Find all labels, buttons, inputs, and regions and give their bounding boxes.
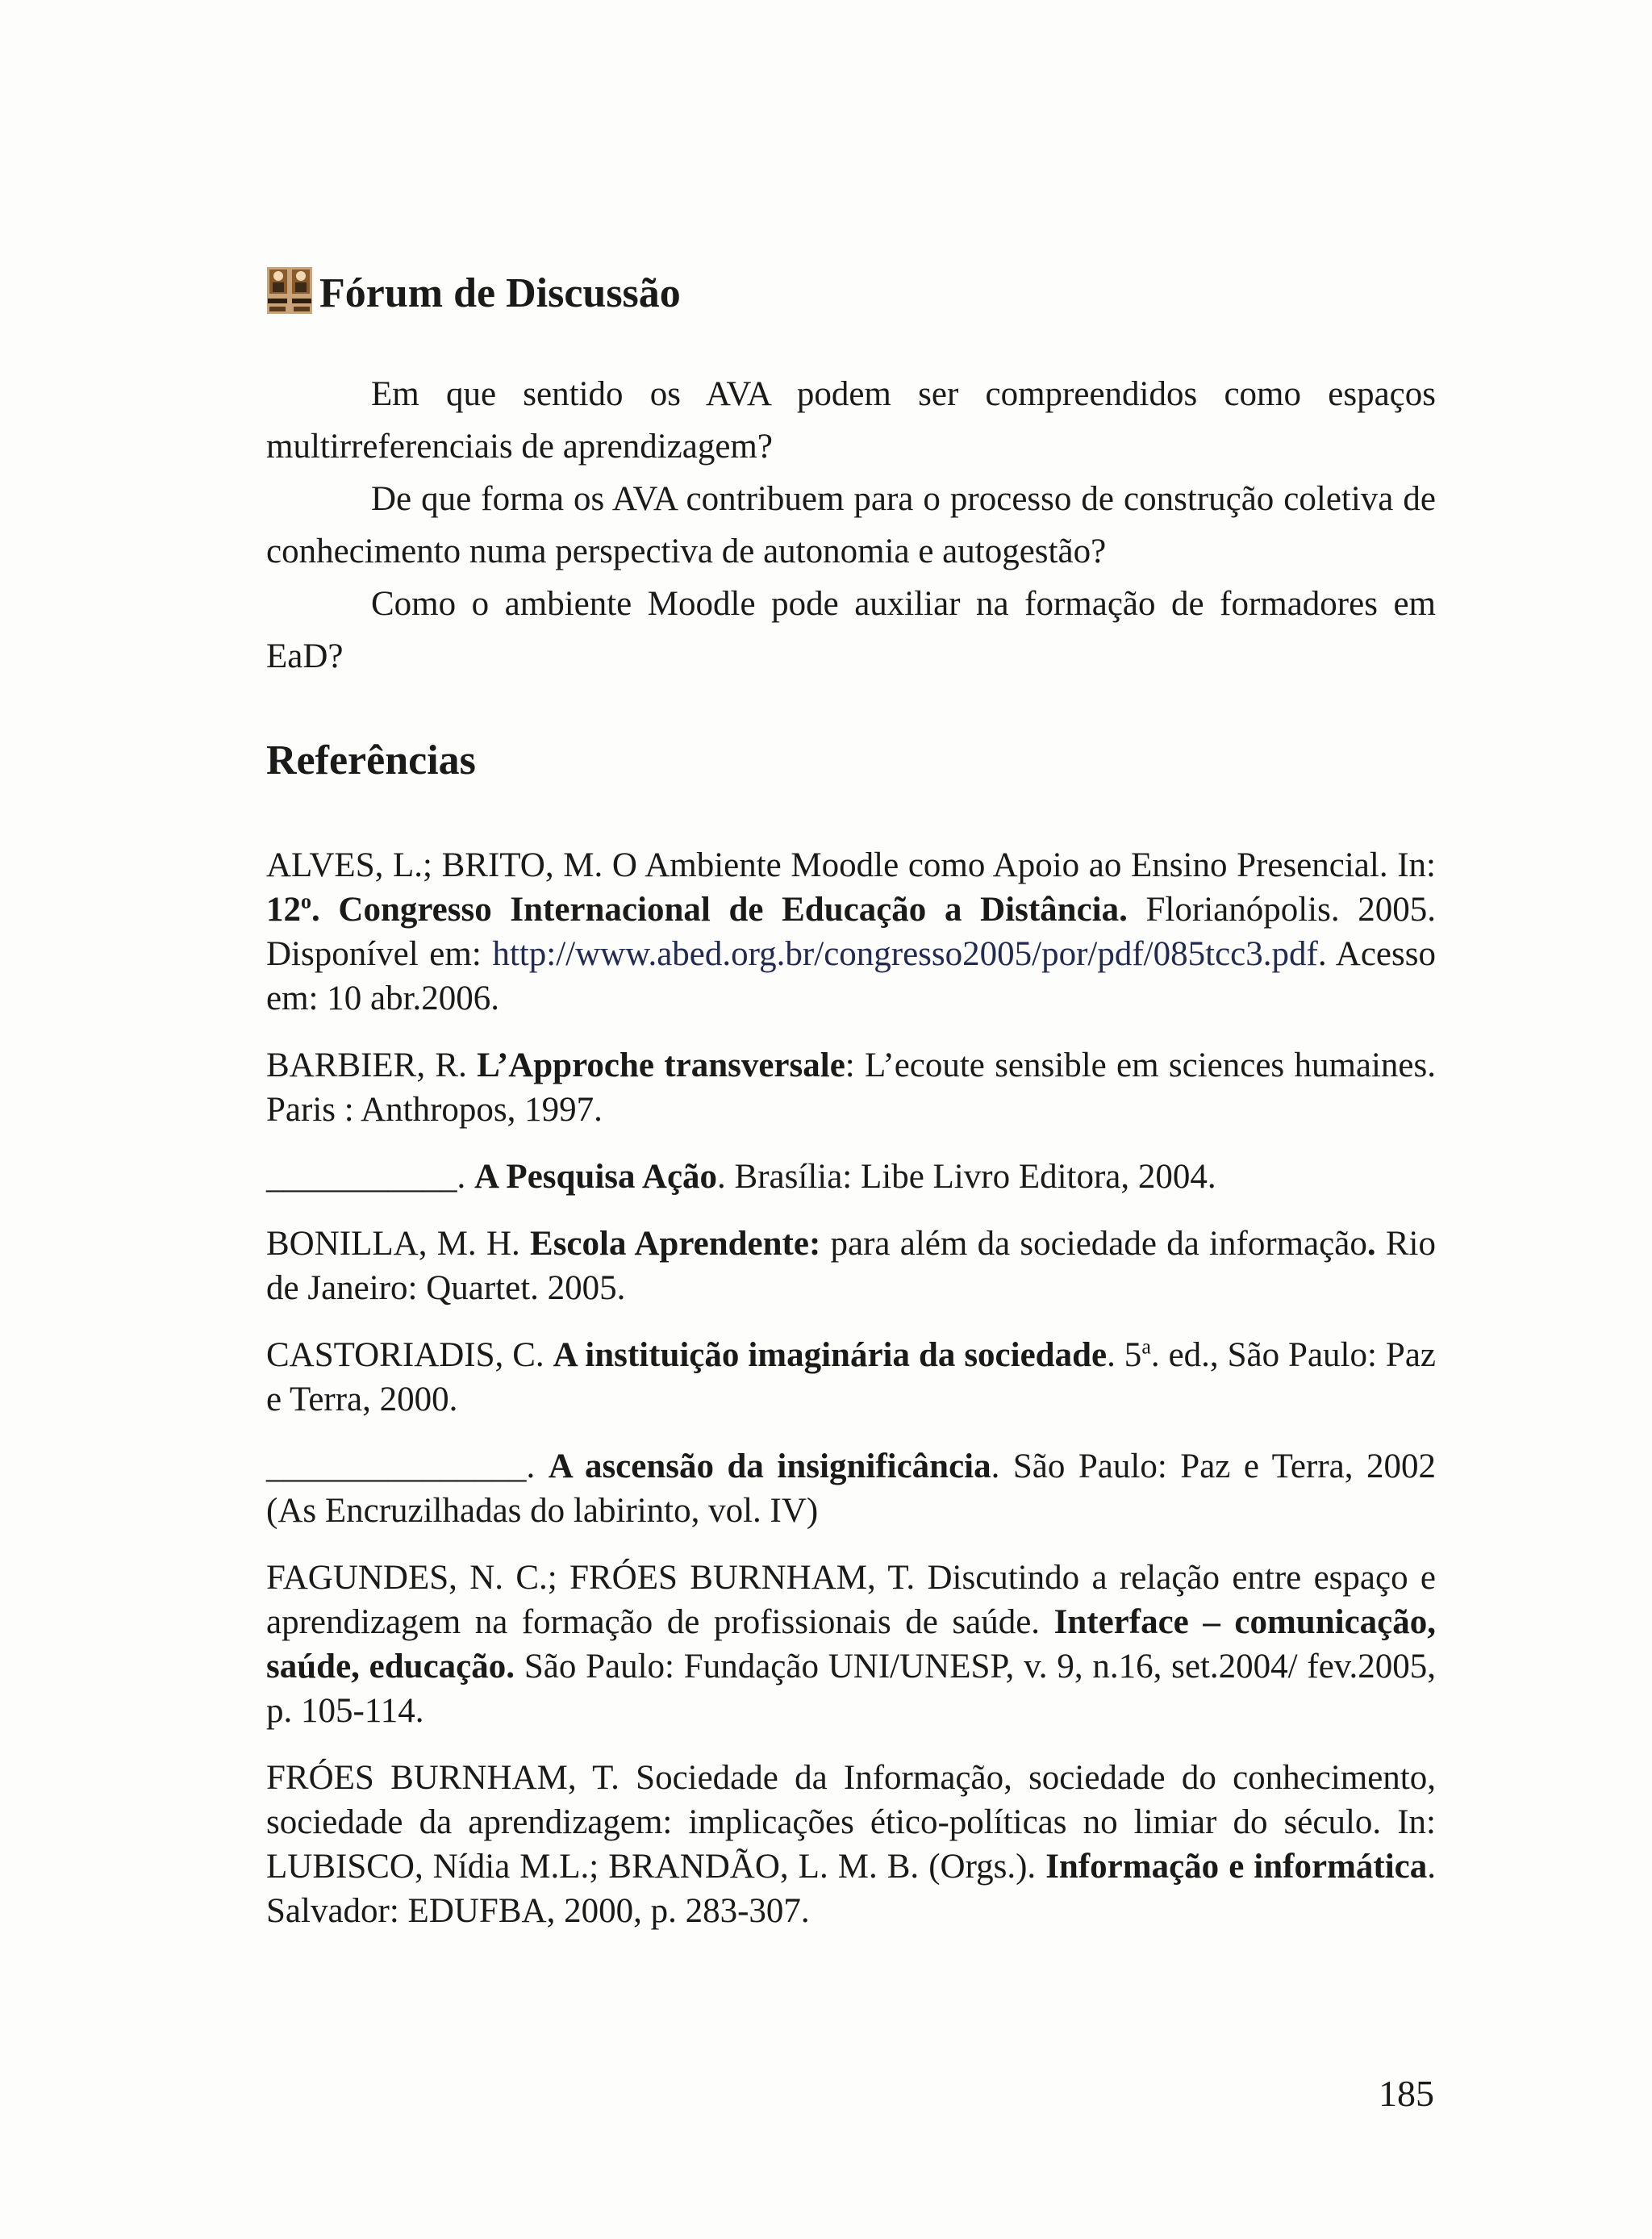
references-heading: Referências — [266, 737, 476, 783]
page-number: 185 — [1379, 2073, 1434, 2114]
reference-item: FRÓES BURNHAM, T. Sociedade da Informação, sociedade do conhecimento, sociedade da aprendizagem: implicações ético-políticas no limiar do século. In: LUBISCO, Nídia M.L.; BRANDÃO, L. M. B. (Orgs.). Informação e informática. Salvador: EDUFBA, 2000, p. 283-307. — [266, 1759, 1436, 1930]
page-content — [266, 266, 1436, 1956]
forum-question-3: Como o ambiente Moodle pode auxiliar na formação de formadores em EaD? — [266, 585, 1436, 675]
reference-item: FAGUNDES, N. C.; FRÓES BURNHAM, T. Discutindo a relação entre espaço e aprendizagem na formação de profissionais de saúde. Interface – comunicação, saúde, educação. São Paulo: Fundação UNI/UNESP, v. 9, n.16, set.2004/ fev.2005, p. 105-114. — [266, 1559, 1437, 1730]
forum-question-1: Em que sentido os AVA podem ser compreendidos como espaços multirreferenciais de aprendizagem? — [266, 375, 1436, 466]
reference-bold: 12$^o$. Congresso Internacional de Educação a Distância. — [266, 889, 1128, 929]
reference-item: ___________. A Pesquisa Ação. Brasília: Libe Livro Editora, 2004. — [266, 1158, 1216, 1196]
reference-item: BONILLA, M. H. Escola Aprendente: para além da sociedade da informação. Rio de Janeiro: Quartet. 2005. — [266, 1225, 1436, 1307]
forum-question-2: De que forma os AVA contribuem para o processo de construção coletiva de conhecimento numa perspectiva de autonomia e autogestão? — [266, 480, 1436, 570]
reference-bold: A ascensão da insignificância — [548, 1447, 991, 1485]
reference-bold: L’Approche transversale — [477, 1046, 845, 1084]
reference-bold: Escola Aprendente: — [530, 1225, 821, 1263]
reference-item — [266, 843, 1436, 1021]
forum-heading — [266, 266, 1436, 320]
reference-item: BARBIER, R. L’Approche transversale: L’ecoute sensible em sciences humaines. Paris : Anthropos, 1997. — [266, 1046, 1436, 1129]
forum-questions — [266, 368, 1436, 683]
reference-bold: A Pesquisa Ação — [474, 1158, 718, 1196]
forum-discussion-icon — [266, 266, 313, 315]
reference-text: . Acesso em: 10 abr.2006. — [266, 935, 1436, 1017]
reference-text: Florianópolis. 2005. Disponível em: — [266, 891, 1436, 973]
reference-bold: Interface – comunicação, saúde, educação. — [266, 1603, 1436, 1686]
reference-text: ALVES, L.; BRITO, M. O Ambiente Moodle como Apoio ao Ensino Presencial. In: — [266, 846, 1436, 884]
reference-item: CASTORIADIS, C. A instituição imaginária da sociedade. 5$^a$. ed., São Paulo: Paz e Terra, 2000. — [266, 1335, 1436, 1418]
reference-item: _______________. A ascensão da insignificância. São Paulo: Paz e Terra, 2002 (As Encruzilhadas do labirinto, vol. IV) — [266, 1447, 1436, 1530]
references-list — [266, 843, 1436, 1933]
reference-bold: A instituição imaginária da sociedade — [553, 1336, 1108, 1374]
forum-title: Fórum de Discussão — [319, 270, 681, 316]
reference-bold: Informação e informática — [1045, 1848, 1428, 1886]
reference-link[interactable]: http://www.abed.org.br/congresso2005/por/pdf/085tcc3.pdf — [492, 935, 1318, 973]
